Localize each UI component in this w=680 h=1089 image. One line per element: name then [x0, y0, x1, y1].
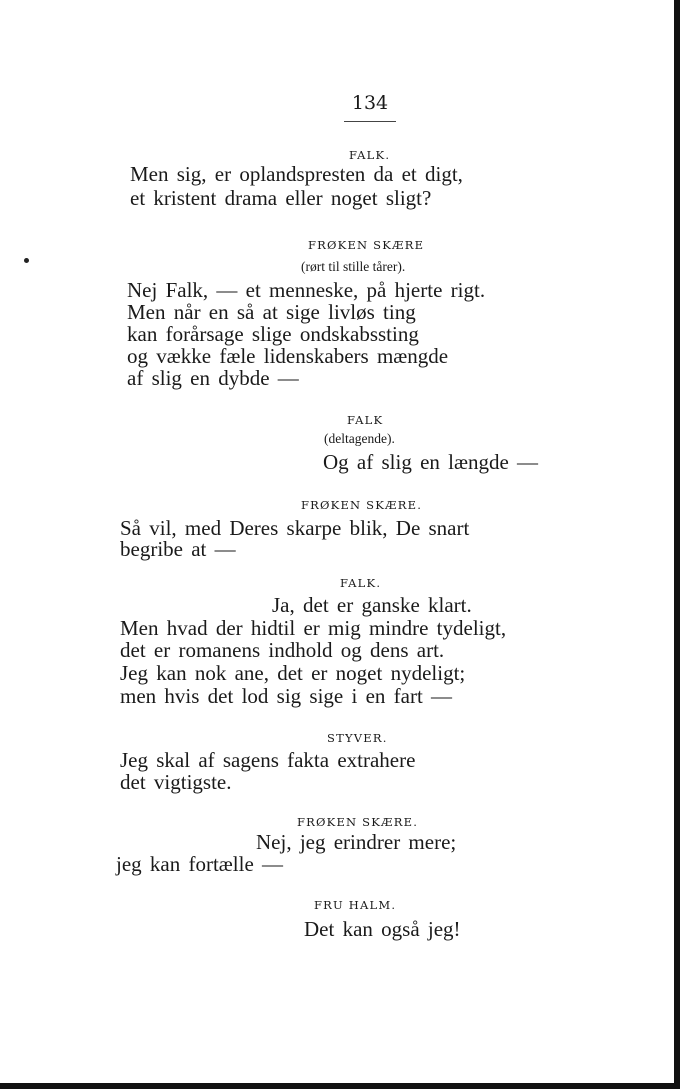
speaker-name: FALK.	[340, 576, 382, 590]
verse-line: begribe at —	[120, 537, 236, 561]
speaker-name: FALK	[347, 413, 384, 427]
verse-line: et kristent drama eller noget sligt?	[130, 186, 432, 210]
verse-line: Så vil, med Deres skarpe blik, De snart	[120, 516, 470, 540]
page-number: 134	[351, 92, 389, 114]
verse-line: Men sig, er oplandspresten da et digt,	[130, 162, 463, 186]
verse-line: Ja, det er ganske klart.	[272, 593, 472, 617]
speaker-name: FRØKEN SKÆRE	[308, 238, 425, 252]
verse-line: men hvis det lod sig sige i en fart —	[120, 684, 453, 708]
speaker-name: STYVER.	[327, 731, 388, 745]
speaker-name: FALK.	[349, 148, 391, 162]
verse-line: Men når en så at sige livløs ting	[127, 300, 416, 324]
stage-direction: (deltagende).	[324, 431, 395, 446]
page-edge-bottom	[0, 1083, 680, 1089]
verse-line: Jeg kan nok ane, det er noget nydeligt;	[120, 661, 466, 685]
verse-line: kan forårsage slige ondskabssting	[127, 322, 419, 346]
verse-line: og vække fæle lidenskabers mængde	[127, 344, 449, 368]
verse-line: Jeg skal af sagens fakta extrahere	[120, 748, 416, 772]
speaker-name: FRU HALM.	[314, 898, 397, 912]
speaker-name: FRØKEN SKÆRE.	[301, 498, 423, 512]
verse-line: jeg kan fortælle —	[116, 852, 284, 876]
speaker-name: FRØKEN SKÆRE.	[297, 815, 419, 829]
verse-line: af slig en dybde —	[127, 366, 299, 390]
verse-line: Nej, jeg erindrer mere;	[256, 830, 457, 854]
verse-line: det er romanens indhold og dens art.	[120, 638, 445, 662]
stage-direction: (rørt til stille tårer).	[301, 259, 406, 274]
verse-line: Og af slig en længde —	[323, 450, 539, 474]
verse-line: Men hvad der hidtil er mig mindre tydeligt,	[120, 616, 507, 640]
verse-line: Nej Falk, — et menneske, på hjerte rigt.	[127, 278, 486, 302]
page-number-rule	[344, 121, 396, 122]
page-edge-right	[674, 0, 680, 1089]
verse-line: det vigtigste.	[120, 770, 232, 794]
margin-dot	[24, 258, 29, 263]
verse-line: Det kan også jeg!	[304, 917, 461, 941]
